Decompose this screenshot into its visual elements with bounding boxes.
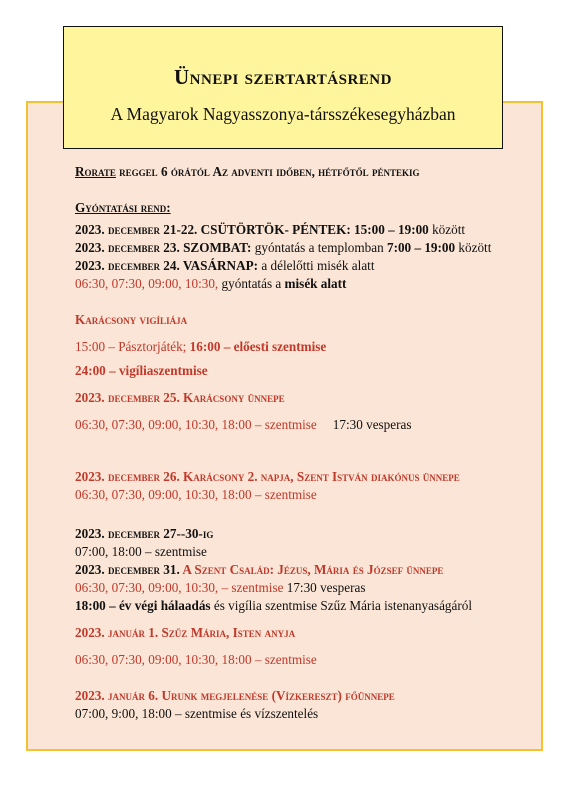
dec25-times-line: 06:30, 07:30, 09:00, 10:30, 18:00 – szentmise 17:30 vesperas [75, 417, 412, 432]
header-box [63, 26, 503, 149]
confession-line-4: 06:30, 07:30, 09:00, 10:30, gyóntatás a misék alatt [75, 276, 347, 291]
dec26-heading: 2023. december 26. Karácsony 2. napja, Szent István diakónus ünnepe [75, 469, 460, 484]
page-title: Ünnepi szertartásrend [174, 65, 392, 89]
dec26-times: 06:30, 07:30, 09:00, 10:30, 18:00 – szentmise [75, 487, 317, 502]
confession-line-2: 2023. december 23. SZOMBAT: gyóntatás a templomban 7:00 – 19:00 között [75, 240, 492, 255]
jan1-times: 06:30, 07:30, 09:00, 10:30, 18:00 – szentmise [75, 652, 317, 667]
rorate-text: reggel 6 órától Az adventi időben, hétfőtől péntekig [115, 164, 420, 179]
confession-line-1: 2023. december 21-22. CSÜTÖRTÖK- PÉNTEK: 15:00 – 19:00 között [75, 222, 466, 237]
rorate-label: Rorate [75, 164, 116, 179]
jan1-heading: 2023. január 1. Szűz Mária, Isten anyja [75, 625, 296, 640]
confession-heading: Gyóntatási rend: [75, 200, 171, 215]
dec31-times-line: 06:30, 07:30, 09:00, 10:30, – szentmise 17:30 vesperas [75, 580, 366, 595]
jan6-heading: 2023. január 6. Urunk megjelenése (Vízkereszt) főünnepe [75, 688, 395, 703]
schedule-content [75, 163, 535, 723]
dec25-heading: 2023. december 25. Karácsony ünnepe [75, 390, 285, 405]
page-subtitle: A Magyarok Nagyasszonya-társszékesegyházban [110, 104, 456, 124]
jan6-times: 07:00, 9:00, 18:00 – szentmise és vízszentelés [75, 706, 319, 721]
christmas-eve-line-1: 15:00 – Pásztorjáték; 16:00 – előesti szentmise [75, 339, 327, 354]
dec31-thanksgiving-line: 18:00 – év végi hálaadás és vigília szentmise Szűz Mária istenanyaságáról [75, 598, 473, 613]
dec27-heading: 2023. december 27--30-ig [75, 526, 214, 541]
confession-line-3: 2023. december 24. VASÁRNAP: a délelőtti misék alatt [75, 258, 375, 273]
christmas-eve-heading: Karácsony vigíliája [75, 312, 188, 327]
dec27-times: 07:00, 18:00 – szentmise [75, 544, 207, 559]
christmas-eve-line-2: 24:00 – vigíliaszentmise [75, 363, 208, 378]
rorate-line [75, 163, 535, 181]
dec31-heading: 2023. december 31. A Szent Család: Jézus, Mária és József ünnepe [75, 562, 444, 577]
